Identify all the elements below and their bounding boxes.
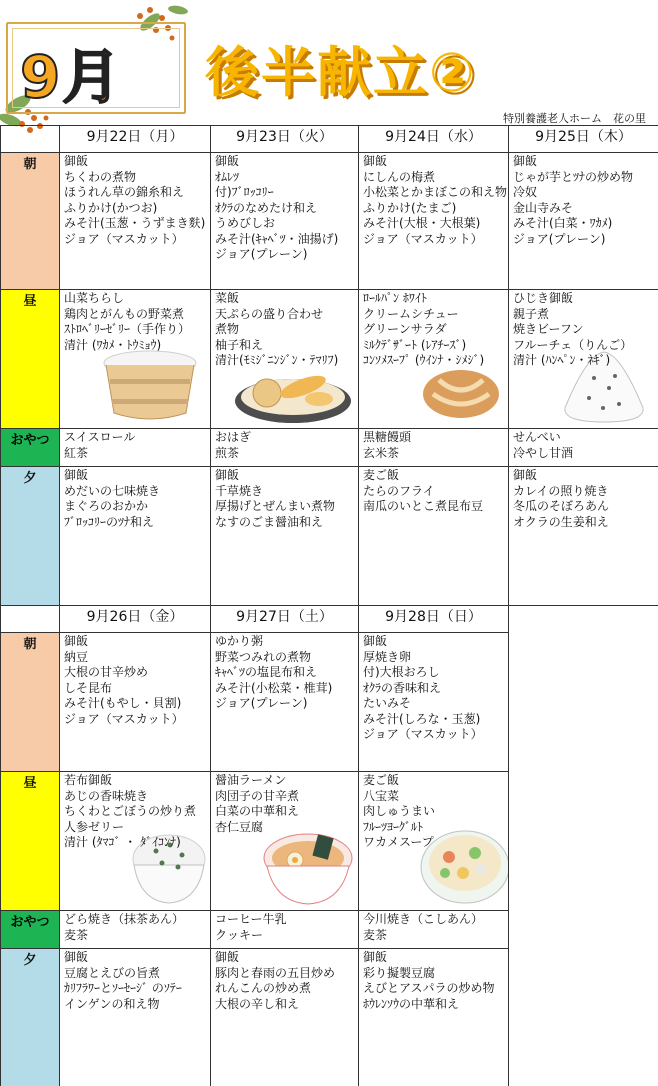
- month-title: 9月: [20, 43, 123, 111]
- menu-item: インゲンの和え物: [64, 996, 160, 1011]
- menu-item: スイスロール: [64, 430, 136, 444]
- meal-label-dinner: 夕: [1, 467, 60, 606]
- menu-cell: [359, 772, 509, 911]
- menu-item: ちくわの煮物: [64, 169, 137, 184]
- menu-cell: [211, 290, 359, 429]
- menu-cell: [60, 467, 211, 606]
- day-header: 9月25日（木）: [509, 126, 658, 153]
- menu-item: 御飯: [64, 634, 89, 648]
- meal-label-snack: おやつ: [1, 429, 60, 467]
- menu-item: 麦茶: [363, 927, 388, 942]
- menu-item: 付)ﾌﾞﾛｯｺﾘｰ: [215, 185, 274, 199]
- menu-item: 清汁(ﾓﾐｼﾞﾆﾝｼﾞﾝ・ﾃﾏﾘﾌ): [215, 353, 339, 367]
- menu-cell: [211, 911, 359, 949]
- menu-item: めだいの七味焼き: [64, 483, 161, 498]
- page-title: 後半献立②: [205, 41, 477, 104]
- menu-item: 若布御飯: [64, 773, 113, 787]
- menu-item: みそ汁(玉葱・うずまき麩): [64, 216, 206, 230]
- menu-item: れんこんの炒め煮: [215, 981, 312, 995]
- menu-item: 人参ゼリー: [64, 819, 125, 834]
- menu-item: 冬瓜のそぼろあん: [513, 499, 610, 513]
- menu-item: 御飯: [215, 154, 240, 168]
- menu-item: 御飯: [64, 950, 89, 964]
- menu-item: 菜飯: [215, 291, 240, 305]
- menu-item: 彩り擬製豆腐: [363, 965, 436, 980]
- row-snack: [1, 911, 509, 949]
- menu-cell: [509, 153, 658, 290]
- menu-item: 紅茶: [64, 445, 89, 460]
- menu-item: 御飯: [363, 154, 388, 168]
- menu-cell: [60, 429, 211, 467]
- menu-cell: [509, 290, 658, 429]
- menu-item: ｽﾄﾛﾍﾞﾘｰｾﾞﾘｰ（手作り）: [64, 322, 191, 336]
- menu-cell: [359, 467, 509, 606]
- menu-cell: [211, 772, 359, 911]
- menu-table-week1: [0, 125, 658, 606]
- menu-item: 麦ご飯: [363, 773, 400, 787]
- menu-item: ゆかり粥: [215, 634, 264, 648]
- menu-item: えびとアスパラの炒め物: [363, 981, 495, 995]
- menu-item: ｶﾘﾌﾗﾜｰとｿｰｾｰｼﾞ のｿﾃｰ: [64, 981, 182, 995]
- menu-item: ひじき御飯: [513, 291, 574, 305]
- menu-item: みそ汁(小松菜・椎茸): [215, 680, 333, 695]
- menu-cell: [211, 633, 359, 772]
- menu-item: ジョア（マスカット）: [64, 231, 184, 246]
- menu-table-week2: [0, 605, 509, 1086]
- menu-cell: [359, 153, 509, 290]
- menu-cell: [359, 633, 509, 772]
- menu-item: 柚子和え: [215, 337, 264, 352]
- menu-item: 厚揚げとぜんまい煮物: [215, 499, 336, 513]
- menu-item: ｺﾝｿﾒｽｰﾌﾟ (ｳｲﾝﾅ・ｼﾒｼﾞ): [363, 353, 485, 367]
- meal-label-dinner: 夕: [1, 949, 60, 1086]
- menu-cell: [211, 429, 359, 467]
- menu-cell: [60, 911, 211, 949]
- menu-item: 付)大根おろし: [363, 665, 440, 679]
- menu-item: ふりかけ(かつお): [64, 200, 158, 215]
- menu-item: 厚焼き卵: [363, 649, 412, 664]
- day-header: 9月22日（月）: [60, 126, 211, 153]
- menu-item: 冷奴: [513, 185, 538, 199]
- menu-item: ジョア（マスカット）: [64, 711, 184, 726]
- menu-item: カレイの照り焼き: [513, 483, 609, 498]
- menu-item: たいみそ: [363, 696, 412, 710]
- menu-item: みそ汁(もやし・貝割): [64, 696, 182, 710]
- menu-item: うめびしお: [215, 216, 276, 230]
- menu-item: みそ汁(しろな・玉葱): [363, 711, 481, 726]
- menu-item: 山菜ちらし: [64, 291, 125, 305]
- row-dinner: [1, 467, 658, 606]
- menu-item: 天ぷらの盛り合わせ: [215, 306, 324, 321]
- day-header: 9月27日（土）: [211, 606, 359, 633]
- menu-item: 麦ご飯: [363, 468, 400, 482]
- menu-item: 御飯: [215, 468, 240, 482]
- menu-item: 金山寺みそ: [513, 200, 574, 215]
- menu-item: 八宝菜: [363, 788, 400, 803]
- menu-item: 清汁 (ﾊﾝﾍﾟﾝ・ﾈｷﾞ): [513, 353, 611, 367]
- menu-item: 煮物: [215, 322, 240, 336]
- meal-label-snack: おやつ: [1, 911, 60, 949]
- menu-item: コーヒー牛乳: [215, 912, 287, 926]
- menu-item: 納豆: [64, 649, 89, 664]
- menu-item: どら焼き（抹茶あん）: [64, 912, 185, 926]
- menu-item: せんべい: [513, 430, 561, 444]
- row-lunch: [1, 290, 658, 429]
- facility-name: 特別養護老人ホーム 花の里: [503, 112, 646, 125]
- menu-item: 焼きビーフン: [513, 322, 584, 336]
- menu-item: ほうれん草の錦糸和え: [64, 185, 185, 199]
- menu-item: ｵｸﾗの香味和え: [363, 680, 442, 695]
- menu-item: 南瓜のいとこ煮昆布豆: [363, 499, 484, 513]
- menu-item: 御飯: [363, 634, 388, 648]
- menu-item: クッキー: [215, 927, 264, 942]
- menu-item: 玄米茶: [363, 445, 400, 460]
- menu-cell: [359, 911, 509, 949]
- menu-item: みそ汁(白菜・ﾜｶﾒ): [513, 216, 613, 230]
- row-snack: [1, 429, 658, 467]
- menu-item: 大根の甘辛炒め: [64, 665, 149, 679]
- menu-cell: [359, 429, 509, 467]
- menu-item: ジョア(プレーン): [513, 231, 606, 246]
- menu-item: 小松菜とかまぼこの和え物: [363, 185, 508, 199]
- menu-item: 今川焼き（こしあん）: [363, 912, 484, 926]
- meal-label-lunch: 昼: [1, 772, 60, 911]
- menu-item: 親子煮: [513, 306, 550, 321]
- menu-item: オクラの生姜和え: [513, 514, 609, 529]
- menu-item: 御飯: [513, 468, 538, 482]
- menu-item: 煎茶: [215, 445, 240, 460]
- menu-item: クリームシチュー: [363, 306, 459, 321]
- menu-cell: [211, 467, 359, 606]
- menu-cell: [359, 290, 509, 429]
- menu-item: ジョア(プレーン): [215, 696, 308, 710]
- menu-item: 肉しゅうまい: [363, 804, 436, 818]
- menu-item: 御飯: [363, 950, 388, 964]
- row-breakfast: [1, 633, 509, 772]
- menu-item: 麦茶: [64, 927, 89, 942]
- menu-item: あじの香味焼き: [64, 788, 149, 803]
- menu-item: 豆腐とえびの旨煮: [64, 965, 161, 980]
- menu-item: グリーンサラダ: [363, 322, 447, 336]
- day-header: 9月23日（火）: [211, 126, 359, 153]
- row-lunch: [1, 772, 509, 911]
- bread-roll-icon: [419, 360, 504, 422]
- menu-item: ワカメスープ: [363, 835, 434, 849]
- menu-cell: [211, 153, 359, 290]
- menu-item: なすのごま醤油和え: [215, 514, 324, 529]
- menu-item: 杏仁豆腐: [215, 819, 264, 834]
- menu-item: ﾛｰﾙﾊﾟﾝ ﾎﾜｲﾄ: [363, 291, 427, 305]
- day-header: 9月26日（金）: [60, 606, 211, 633]
- menu-cell: [359, 949, 509, 1086]
- menu-cell: [509, 467, 658, 606]
- menu-item: まぐろのおかか: [64, 499, 149, 513]
- menu-item: みそ汁(大根・大根葉): [363, 216, 481, 230]
- menu-cell: [60, 633, 211, 772]
- menu-item: 豚肉と春雨の五目炒め: [215, 965, 336, 980]
- menu-item: 御飯: [215, 950, 240, 964]
- menu-item: 野菜つみれの煮物: [215, 649, 312, 664]
- menu-item: たらのフライ: [363, 483, 435, 498]
- menu-cell: [211, 949, 359, 1086]
- menu-cell: [60, 290, 211, 429]
- menu-item: ふりかけ(たまご): [363, 200, 457, 215]
- menu-item: 肉団子の甘辛煮: [215, 788, 300, 803]
- menu-item: ﾎｳﾚﾝｿｳの中華和え: [363, 996, 460, 1011]
- day-header: 9月28日（日）: [359, 606, 509, 633]
- meal-label-breakfast: 朝: [1, 153, 60, 290]
- menu-item: 大根の辛し和え: [215, 996, 300, 1011]
- menu-item: 清汁 (ﾜｶﾒ・ﾄｳﾐｮｳ): [64, 337, 162, 352]
- menu-item: 白菜の中華和え: [215, 804, 300, 818]
- menu-cell: [60, 153, 211, 290]
- menu-item: 千草焼き: [215, 483, 264, 498]
- menu-item: 鶏肉とがんもの野菜煮: [64, 306, 185, 321]
- menu-item: おはぎ: [215, 430, 252, 444]
- menu-item: ｷｬﾍﾞﾂの塩昆布和え: [215, 665, 318, 679]
- menu-item: 黒糖饅頭: [363, 430, 412, 444]
- menu-item: 御飯: [64, 154, 89, 168]
- page-header: [0, 0, 658, 125]
- menu-item: ジョア(プレーン): [215, 247, 308, 261]
- menu-item: しそ昆布: [64, 680, 113, 695]
- menu-item: ちくわとごぼうの炒り煮: [64, 804, 197, 818]
- menu-item: ﾐﾙｸﾃﾞｻﾞｰﾄ (ﾚｱﾁｰｽﾞ): [363, 337, 467, 352]
- meal-label-breakfast: 朝: [1, 633, 60, 772]
- menu-item: 御飯: [513, 154, 538, 168]
- menu-item: じゃが芋とﾂﾅの炒め物: [513, 169, 634, 184]
- menu-item: 御飯: [64, 468, 89, 482]
- menu-item: ﾌﾙｰﾂﾖｰｸﾞﾙﾄ: [363, 819, 424, 834]
- menu-item: ジョア（マスカット）: [363, 727, 483, 741]
- menu-item: 冷やし甘酒: [513, 445, 574, 460]
- day-header: 9月24日（水）: [359, 126, 509, 153]
- sushi-tub-icon: [100, 345, 200, 425]
- menu-item: ジョア（マスカット）: [363, 231, 483, 246]
- menu-item: ｵﾑﾚﾂ: [215, 169, 240, 184]
- menu-item: 清汁 (ﾀﾏｺﾞ ・ ﾀﾞｲｺﾝﾅ): [64, 835, 181, 849]
- menu-item: にしんの梅煮: [363, 169, 436, 184]
- menu-item: フルーチェ（りんご）: [513, 337, 633, 352]
- menu-cell: [60, 772, 211, 911]
- menu-cell: [509, 429, 658, 467]
- menu-item: みそ汁(ｷｬﾍﾞﾂ・油揚げ): [215, 231, 339, 246]
- meal-label-lunch: 昼: [1, 290, 60, 429]
- row-breakfast: [1, 153, 658, 290]
- menu-cell: [60, 949, 211, 1086]
- menu-item: 醤油ラーメン: [215, 773, 287, 787]
- row-dinner: [1, 949, 509, 1086]
- menu-item: ﾌﾞﾛｯｺﾘｰのﾂﾅ和え: [64, 514, 155, 529]
- menu-item: ｵｸﾗのなめたけ和え: [215, 200, 318, 215]
